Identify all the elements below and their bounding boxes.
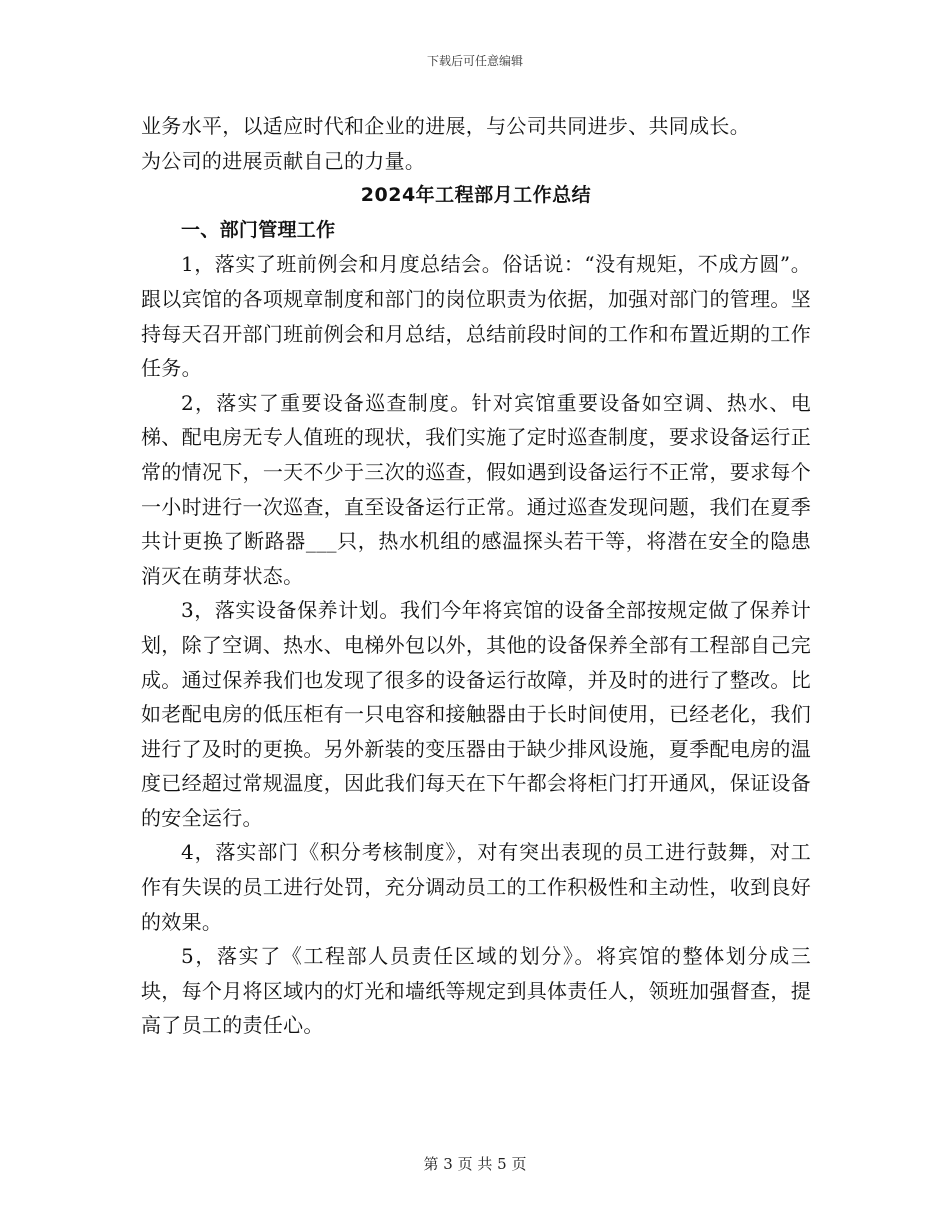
paragraph-3: 3，落实设备保养计划。我们今年将宾馆的设备全部按规定做了保养计划，除了空调、热水、电梯外包以外，其他的设备保养全部有工程部自己完成。通过保养我们也发现了很多的设备运行故障，并及时的进行了整改。比如老配电房的低压柜有一只电容和接触器由于长时间使用，已经老化，我们进行了及时的更换。另外新装的变压器由于缺少排风设施，夏季配电房的温度已经超过常规温度，因此我们每天在下午都会将柜门打开通风，保证设备的安全运行。: [141, 598, 811, 830]
paragraph-1: 1，落实了班前例会和月度总结会。俗话说：“没有规矩，不成方圆”。跟以宾馆的各项规章制度和部门的岗位职责为依据，加强对部门的管理。坚持每天召开部门班前例会和月总结，总结前段时间的工作和布置近期的工作任务。: [141, 252, 811, 381]
paragraph-5: 5，落实了《工程部人员责任区域的划分》。将宾馆的整体划分成三块，每个月将区域内的灯光和墙纸等规定到具体责任人，领班加强督查，提高了员工的责任心。: [141, 944, 811, 1038]
paragraph-4: 4，落实部门《积分考核制度》，对有突出表现的员工进行鼓舞，对工作有失误的员工进行处罚，充分调动员工的工作积极性和主动性，收到良好的效果。: [141, 840, 811, 934]
continuation-line-2: 为公司的进展贡献自己的力量。: [141, 148, 426, 173]
document-title: 2024年工程部月工作总结: [360, 184, 592, 207]
document-body: [141, 109, 811, 1043]
header-note: 下载后可任意编辑: [426, 54, 523, 68]
continuation-line-1: 业务水平，以适应时代和企业的进展，与公司共同进步、共同成长。: [141, 114, 750, 138]
page-number-footer: 第 3 页 共 5 页: [423, 1155, 527, 1173]
paragraph-2: 2，落实了重要设备巡查制度。针对宾馆重要设备如空调、热水、电梯、配电房无专人值班的现状，我们实施了定时巡查制度，要求设备运行正常的情况下，一天不少于三次的巡查，假如遇到设备运行不正常，要求每个一小时进行一次巡查，直至设备运行正常。通过巡查发现问题，我们在夏季共计更换了断路器___只，热水机组的感温探头若干等，将潜在安全的隐患消灭在萌芽状态。: [141, 390, 811, 588]
section-heading: 一、部门管理工作: [181, 218, 336, 241]
